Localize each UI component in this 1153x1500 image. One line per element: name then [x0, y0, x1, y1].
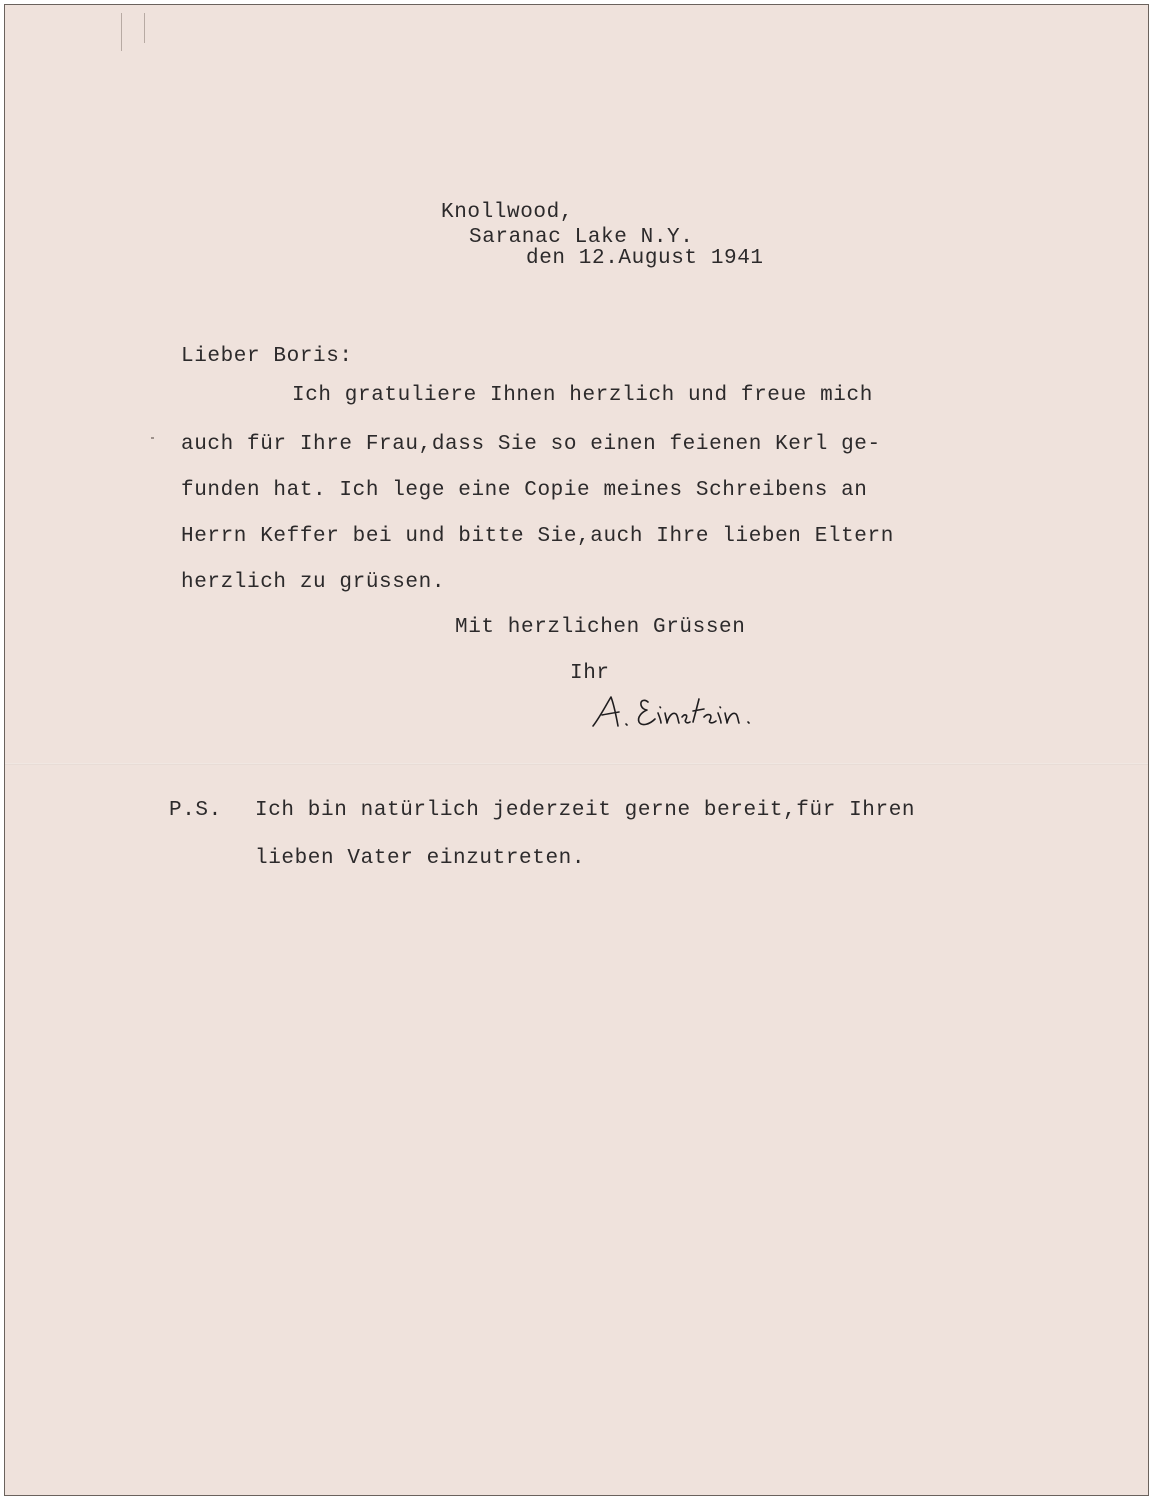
letter-page — [4, 4, 1149, 1496]
letter-date: den 12.August 1941 — [526, 247, 764, 270]
body-line-2: auch für Ihre Frau,dass Sie so einen feienen Kerl ge- — [181, 433, 881, 456]
postscript-line-1: Ich bin natürlich jederzeit gerne bereit,für Ihren — [255, 799, 916, 822]
letterhead-town: Saranac Lake N.Y. — [469, 226, 694, 249]
body-line-4: Herrn Keffer bei und bitte Sie,auch Ihre lieben Eltern — [181, 525, 894, 548]
body-line-1: Ich gratuliere Ihnen herzlich und freue mich — [292, 384, 873, 407]
body-line-3: funden hat. Ich lege eine Copie meines Schreibens an — [181, 479, 868, 502]
handwritten-signature — [590, 693, 800, 733]
pin-mark — [144, 13, 145, 43]
closing: Mit herzlichen Grüssen — [455, 616, 746, 639]
postscript-label: P.S. — [169, 799, 222, 822]
closing-pronoun: Ihr — [570, 662, 610, 685]
paper-fold — [5, 763, 1148, 765]
letterhead-place: Knollwood, — [441, 201, 574, 224]
pin-mark — [121, 13, 122, 51]
postscript-line-2: lieben Vater einzutreten. — [255, 847, 586, 870]
salutation: Lieber Boris: — [181, 345, 353, 368]
body-line-5: herzlich zu grüssen. — [181, 571, 446, 594]
paper-mark — [151, 437, 154, 439]
